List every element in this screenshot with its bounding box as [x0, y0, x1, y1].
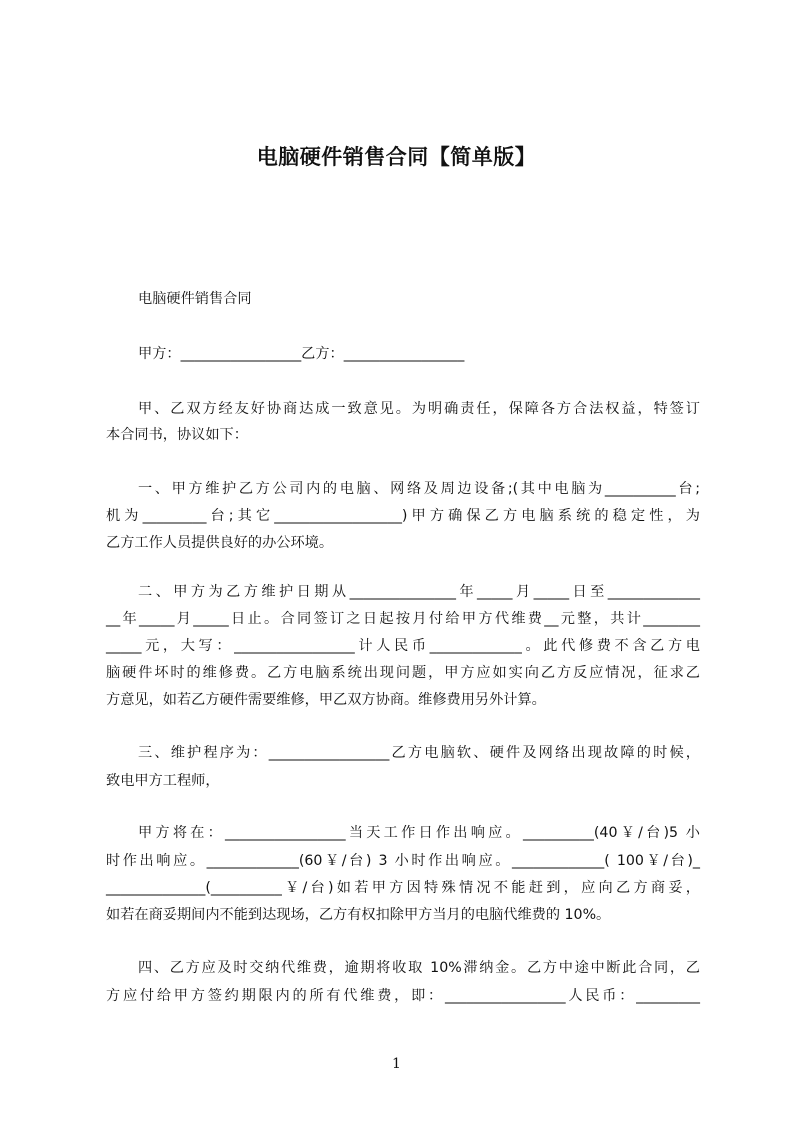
response-line-4: 如若在商妥期间内不能到达现场，乙方有权扣除甲方当月的电脑代维费的 10%。 [106, 907, 611, 923]
clause2-line-3: _____元，大写：_________________计人民币_____________。此代修费不含乙方电 [106, 638, 700, 654]
intro-line-1: 甲、乙双方经友好协商达成一致意见。为明确责任，保障各方合法权益，特签订 [138, 401, 700, 417]
clause4-line-2: 方应付给甲方签约期限内的所有代维费，即：_________________人民币：_________ [106, 988, 700, 1004]
intro-line-2: 本合同书，协议如下： [106, 427, 248, 443]
clause3-line-2: 致电甲方工程师， [106, 773, 220, 789]
response-line-3: ______________(__________￥/台)如若甲方因特殊情况不能赶到，应向乙方商妥， [106, 880, 700, 896]
clause3-line-1: 三、维护程序为：_________________乙方电脑软、硬件及网络出现故障的时候， [138, 745, 700, 761]
contract-subtitle: 电脑硬件销售合同 [138, 291, 252, 307]
clause4-line-1: 四、乙方应及时交纳代维费，逾期将收取 10%滞纳金。乙方中途中断此合同，乙 [138, 960, 700, 976]
clause2-line-1: 二、甲方为乙方维护日期从_______________年_____月_____日至_____________ [138, 584, 700, 600]
clause2-line-4: 脑硬件坏时的维修费。乙方电脑系统出现问题，甲方应如实向乙方反应情况，征求乙 [106, 665, 700, 681]
response-line-2: 时作出响应。_____________(60￥/台) 3 小时作出响应。_____________( 100￥/台)_ [106, 853, 700, 869]
clause1-line-3: 乙方工作人员提供良好的办公环境。 [106, 535, 334, 551]
clause1-line-1: 一、甲方维护乙方公司内的电脑、网络及周边设备;(其中电脑为__________台; [138, 481, 700, 497]
response-line-1: 甲方将在：_________________当天工作日作出响应。__________(40￥/台)5 小 [138, 825, 700, 841]
page-number: 1 [392, 1056, 401, 1072]
clause2-line-5: 方意见，如若乙方硬件需要维修，甲乙双方协商。维修费用另外计算。 [106, 692, 546, 708]
document-title: 电脑硬件销售合同【简单版】 [256, 145, 537, 169]
parties-line: 甲方：_________________乙方：_________________ [138, 346, 465, 362]
clause2-line-2: __年_____月_____日止。合同签订之日起按月付给甲方代维费__元整，共计________ [106, 611, 700, 627]
clause1-line-2: 机为_________台;其它__________________)甲方确保乙方电脑系统的稳定性，为 [106, 508, 700, 524]
